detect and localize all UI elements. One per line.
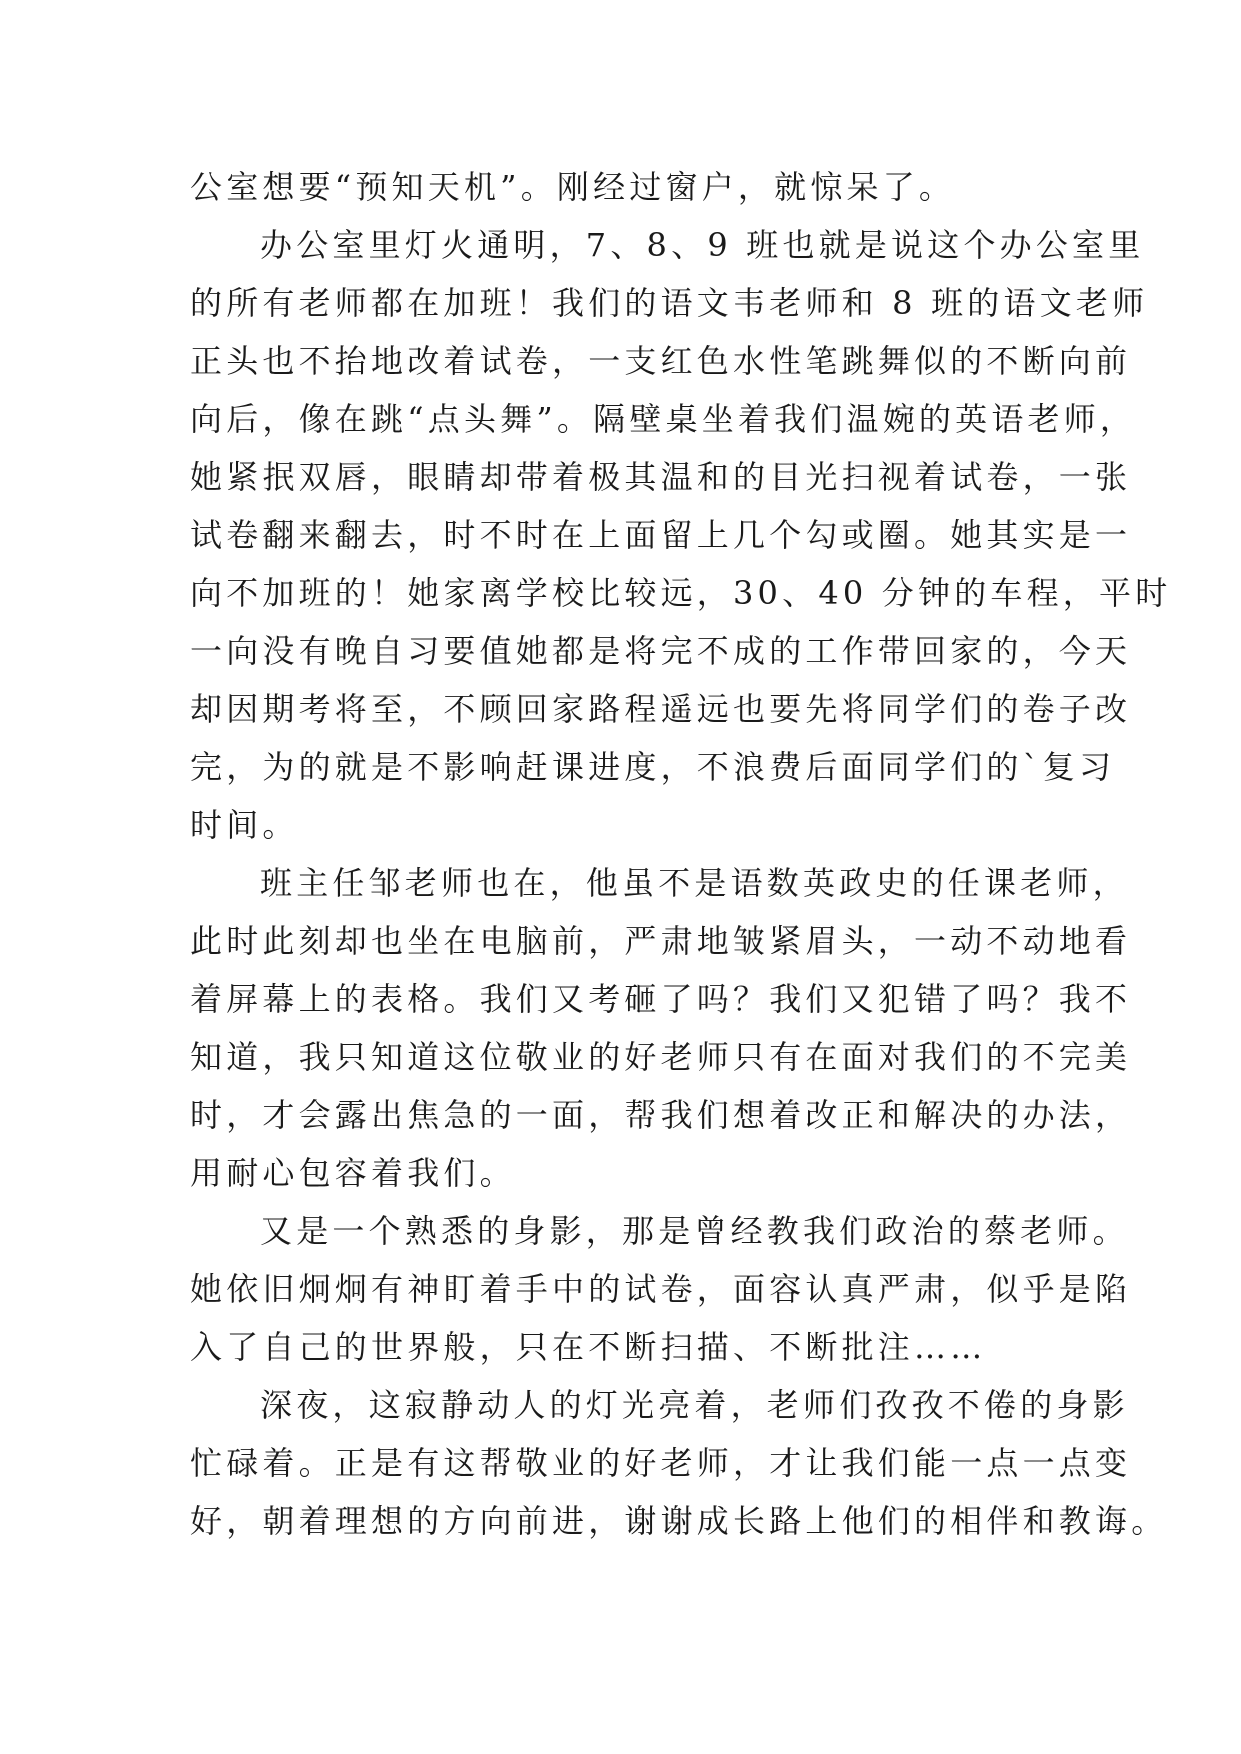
text-line: 时，才会露出焦急的一面，帮我们想着改正和解决的办法，: [190, 1096, 1132, 1134]
paragraph-start-line: 班主任邹老师也在，他虽不是语数英政史的任课老师，: [260, 864, 1129, 902]
text-line: 着屏幕上的表格。我们又考砸了吗？我们又犯错了吗？我不: [190, 980, 1132, 1018]
text-line: 知道，我只知道这位敬业的好老师只有在面对我们的不完美: [190, 1038, 1132, 1076]
text-line: 入了自己的世界般，只在不断扫描、不断批注……: [190, 1328, 987, 1366]
paragraph-start-line: 办公室里灯火通明，7、8、9 班也就是说这个办公室里: [260, 226, 1145, 264]
text-line: 却因期考将至，不顾回家路程遥远也要先将同学们的卷子改: [190, 690, 1132, 728]
text-line: 时间。: [190, 806, 299, 844]
text-line: 她依旧炯炯有神盯着手中的试卷，面容认真严肃，似乎是陷: [190, 1270, 1132, 1308]
text-line: 向不加班的！她家离学校比较远，30、40 分钟的车程，平时: [190, 574, 1172, 612]
text-line: 公室想要“预知天机”。刚经过窗户，就惊呆了。: [190, 168, 956, 206]
text-line: 一向没有晚自习要值她都是将完不成的工作带回家的，今天: [190, 632, 1132, 670]
essay-body: [190, 158, 1172, 1550]
text-line: 忙碌着。正是有这帮敬业的好老师，才让我们能一点一点变: [190, 1444, 1132, 1482]
text-line: 她紧抿双唇，眼睛却带着极其温和的目光扫视着试卷，一张: [190, 458, 1132, 496]
text-line: 的所有老师都在加班！我们的语文韦老师和 8 班的语文老师: [190, 284, 1149, 322]
text-line: 向后，像在跳“点头舞”。隔壁桌坐着我们温婉的英语老师，: [190, 400, 1137, 438]
text-line: 用耐心包容着我们。: [190, 1154, 516, 1192]
text-line: 试卷翻来翻去，时不时在上面留上几个勾或圈。她其实是一: [190, 516, 1132, 554]
text-line: 完，为的就是不影响赶课进度，不浪费后面同学们的`复习: [190, 748, 1116, 786]
text-line: 正头也不抬地改着试卷，一支红色水性笔跳舞似的不断向前: [190, 342, 1132, 380]
text-line: 此时此刻却也坐在电脑前，严肃地皱紧眉头，一动不动地看: [190, 922, 1132, 960]
text-line: 好，朝着理想的方向前进，谢谢成长路上他们的相伴和教诲。: [190, 1502, 1168, 1540]
paragraph-start-line: 深夜，这寂静动人的灯光亮着，老师们孜孜不倦的身影: [260, 1386, 1129, 1424]
paragraph-start-line: 又是一个熟悉的身影，那是曾经教我们政治的蔡老师。: [260, 1212, 1129, 1250]
